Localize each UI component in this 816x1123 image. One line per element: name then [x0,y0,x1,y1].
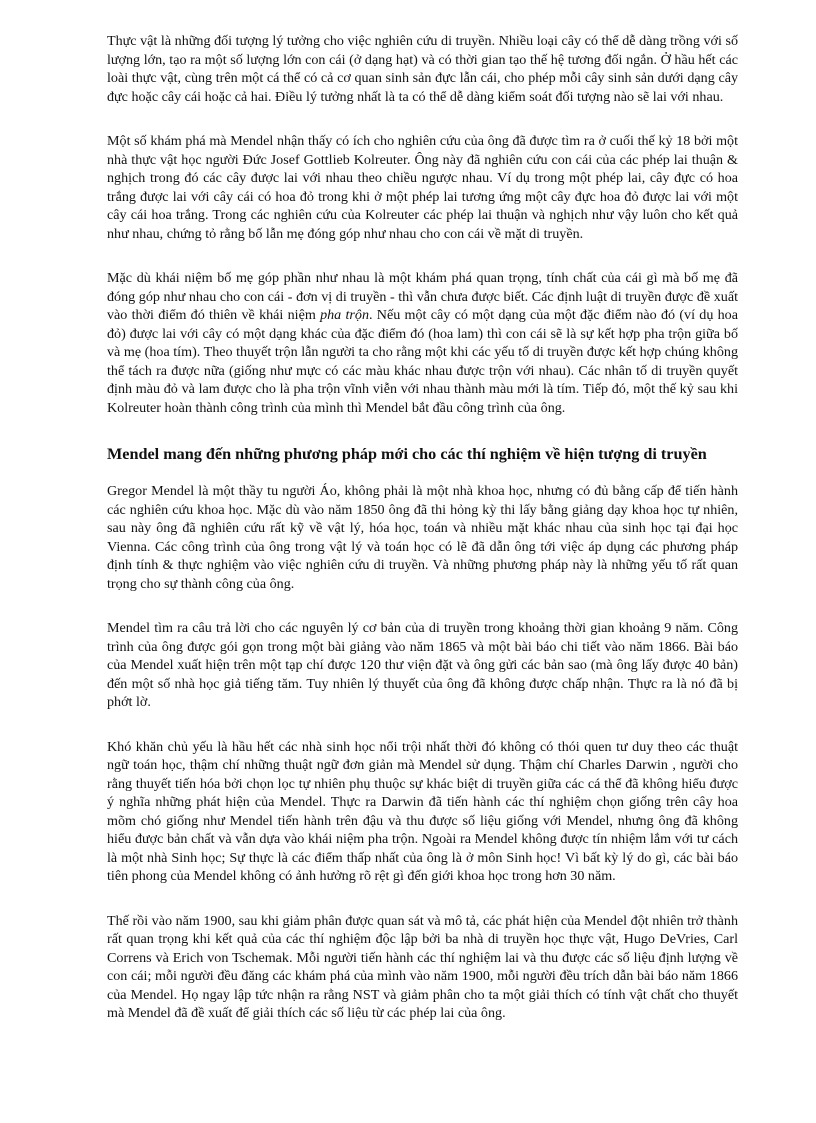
paragraph-plants-ideal: Thực vật là những đối tượng lý tưởng cho việc nghiên cứu di truyền. Nhiều loại cây có thể dễ dàng trồng với số lượng lớn, tạo ra một số lượng lớn con cái (ở dạng hạt) và có thời gian tạo thế hệ tương đối ngắn. Ở hầu hết các loài thực vật, cùng trên một cá thể có cả cơ quan sinh sản đực lẫn cái, cho phép mỗi cây sinh sản dưới dạng cây đực hoặc cây cái hoặc cả hai. Điều lý tưởng nhất là ta có thể dễ dàng kiểm soát đối tượng nào sẽ lai với nhau. [107,33,738,105]
section-heading: Mendel mang đến những phương pháp mới cho các thí nghiệm về hiện tượng di truyền [107,445,707,463]
paragraph-kolreuter: Một số khám phá mà Mendel nhận thấy có ích cho nghiên cứu của ông đã được tìm ra ở cuối thế kỷ 18 bởi một nhà thực vật học người Đức Josef Gottlieb Kolreuter. Ông này đã nghiên cứu con cái của các phép lai thuận & nghịch trong đó các cây được lai với nhau theo chiều ngược nhau. Ví dụ trong một phép lai, cây đực có hoa trắng được lai với cây cái có hoa đỏ trong khi ở một phép lai tương ứng một cây đực hoa đỏ được lai với một cây cái hoa trắng. Trong các nghiên cứu của Kolreuter các phép lai thuận và nghịch như vậy luôn cho kết quả như nhau, chứng tỏ rằng bố lẫn mẹ đóng góp như nhau cho con cái về mặt di truyền. [107,133,738,242]
paragraph-gregor-mendel: Gregor Mendel là một thầy tu người Áo, không phải là một nhà khoa học, nhưng có đủ bằng cấp để tiến hành các nghiên cứu khoa học. Mặc dù vào năm 1850 ông đã thi hỏng kỳ thi lấy bằng giảng dạy khoa học tự nhiên, sau này ông đã nghiên cứu rất kỹ về vật lý, hóa học, toán và nhiều mặt khác nhau của sinh học tại đại học Vienna. Các công trình của ông trong vật lý và toán học có lẽ đã dẫn ông tới việc áp dụng các phương pháp định tính & thực nghiệm vào việc nghiên cứu di truyền. Và những phương pháp này là những yếu tố rất quan trọng cho sự thành công của ông. [107,483,738,592]
paragraph-text: . Nếu một cây có một dạng của một đặc điểm nào đó (ví dụ hoa đỏ) được lai với cây có một dạng khác của đặc điểm đó (hoa lam) thì con cái sẽ là sự kết hợp pha trộn giữa bố và mẹ (hoa tím). Theo thuyết trộn lẫn người ta cho rằng một khi các yếu tố di truyền được kết hợp chúng không thể tách ra được nữa (giống như mực có các màu khác nhau được trộn với nhau). Các nhân tố di truyền quyết định màu đỏ và lam được cho là pha trộn vĩnh viễn với nhau thành màu mới là tím. Tiếp đó, một thế kỷ sau khi Kolreuter hoàn thành công trình của mình thì Mendel bắt đầu công trình của ông. [107,307,738,416]
paragraph-difficulty: Khó khăn chủ yếu là hầu hết các nhà sinh học nổi trội nhất thời đó không có thói quen tư duy theo các thuật ngữ toán học, thậm chí những thuật ngữ đơn giản mà Mendel sử dụng. Thậm chí Charles Darwin , người cho rằng thuyết tiến hóa bởi chọn lọc tự nhiên phụ thuộc sự khác biệt di truyền giữa các cá thể đã không hiểu được ý nghĩa những phát hiện của Mendel. Thực ra Darwin đã tiến hành các thí nghiệm chọn giống trên cây hoa mõm chó giống như Mendel tiến hành trên đậu và thu được số liệu giống với Mendel, nhưng ông đã không hiểu được bản chất và vẫn dựa vào khái niệm pha trộn. Ngoài ra Mendel không được tín nhiệm lắm với tư cách là một nhà Sinh học; Sự thực là các điểm thấp nhất của ông là ở môn Sinh học! Vì bất kỳ lý do gì, các bài báo tiên phong của Mendel không có ảnh hưởng rõ rệt gì đến giới khoa học trong hơn 30 năm. [107,738,738,884]
paragraph-rediscovery-1900: Thế rồi vào năm 1900, sau khi giảm phân được quan sát và mô tả, các phát hiện của Mendel đột nhiên trở thành rất quan trọng khi kết quả của các thí nghiệm độc lập bởi ba nhà di truyền học thực vật, Hugo DeVries, Carl Correns và Erich von Tschemak. Mỗi người tiến hành các thí nghiệm lai và thu được các số liệu định lượng về con cái; mỗi người đều đăng các khám phá của mình vào năm 1900, mỗi người đều trích dẫn bài báo năm 1866 của Mendel. Họ ngay lập tức nhận ra rằng NST và giảm phân cho ta một giải thích có tính vật chất cho thuyết mà Mendel đã đề xuất để giải thích các số liệu từ các phép lai của ông. [107,912,738,1021]
paragraph-text: Mặc dù khái niệm bố mẹ góp phần như nhau là một khám phá quan trọng, tính chất của cái gì mà bố mẹ đã đóng góp như nhau cho con cái - đơn vị di truyền - thì vẫn chưa được biết. Các định luật di truyền được đề xuất vào thời điểm đó thiên về khái niệm [107,270,738,323]
paragraph-nine-years: Mendel tìm ra câu trả lời cho các nguyên lý cơ bản của di truyền trong khoảng thời gian khoảng 9 năm. Công trình của ông được gói gọn trong một bài giảng vào năm 1865 và một bài báo chi tiết vào năm 1866. Bài báo của Mendel xuất hiện trên một tạp chí được 120 thư viện đặt và ông gửi các bản sao (mà ông lấy được 40 bản) đến một số nhà học giả tiếng tăm. Tuy nhiên lý thuyết của ông đã không được chấp nhận. Thực ra là nó đã bị phớt lờ. [107,620,738,710]
italic-term: pha trộn [320,307,369,323]
paragraph-blending-theory [107,269,738,417]
